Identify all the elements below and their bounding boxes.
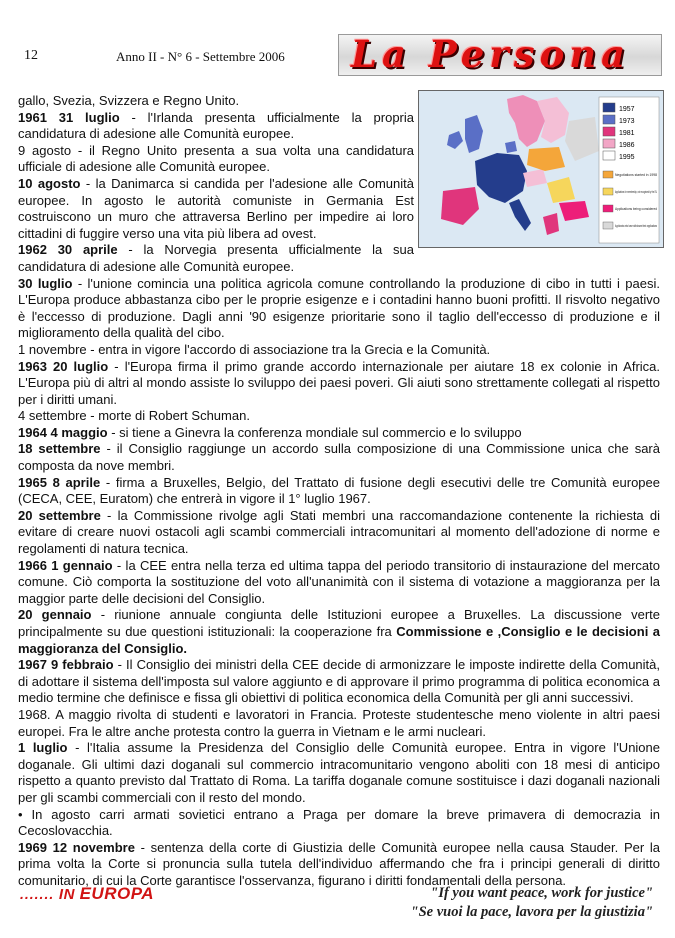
event-text: - la Norvegia presenta ufficialmente la sua candidatura di adesione alle Comunità europee. (18, 242, 415, 274)
event-text: - l'Irlanda presenta ufficialmente la propria candidatura di adesione alle Comunità europee. (18, 109, 414, 142)
legend-year: 1981 (619, 130, 635, 137)
chronology-paragraph (18, 508, 660, 558)
chronology-paragraph (18, 425, 660, 442)
legend-year: 1995 (619, 154, 635, 161)
event-text: 4 settembre - morte di Robert Schuman. (18, 408, 250, 424)
legend-note: Applicants who have withdrawn their applications (615, 224, 658, 228)
event-text: - la Commissione rivolge agli Stati membri una raccomandazione contenente la richiesta di evitare di creare nuovi ostacoli agli scambi commerciali intracomunitari al momento dell'adozione di norme e regolamenti di natura tecnica. (18, 507, 660, 557)
event-text: - il Consiglio raggiunge un accordo sulla composizione di una Commissione unica che sarà composta da nove membri. (18, 441, 660, 474)
event-date: Commissione e ,Consiglio e le decisioni a maggioranza del Consiglio. (18, 624, 660, 656)
chronology-paragraph (18, 408, 660, 425)
chronology-paragraph (18, 657, 660, 707)
chronology-paragraph (18, 276, 660, 342)
event-date: 1964 4 maggio (18, 424, 108, 440)
event-date: 1966 1 gennaio (18, 557, 113, 573)
chronology-paragraph (18, 93, 414, 110)
article-body (18, 93, 660, 890)
masthead (338, 34, 662, 76)
legend-year: 1973 (619, 118, 635, 125)
event-text: - firma a Bruxelles, Belgio, del Trattato di fusione degli esecutivi delle tre Comunità europee (CECA, CEE, Euratom) che entrerà in vigore il 1° luglio 1967. (18, 474, 660, 507)
event-date: 18 settembre (18, 441, 101, 457)
event-date: 1962 30 aprile (18, 242, 118, 258)
legend-year: 1957 (619, 106, 635, 113)
chronology-paragraph (18, 359, 660, 409)
event-text: - Il Consiglio dei ministri della CEE decide di armonizzare le imposte indirette della Comunità, di adottare il sistema dell'imposta sul valore aggiunto e di approvare il primo programma di politica economica a medio termine che definisce e fissa gli obiettivi di politica economica della Comunità per gli anni successivi. (18, 657, 661, 706)
chronology-paragraph (18, 110, 414, 143)
event-text: - l'unione comincia una politica agricola comune controllando la produzione di cibo in tutti i paesi. L'Europa produce abbastanza cibo per le proprie esigenze e i contadini hanno buoni profitti. Il risvolto negativo è l'eccesso di produzione. Dagli anni '90 esigenze prioritarie sono il taglio dell'eccesso di produzione e il miglioramento della qualità del cibo. (18, 275, 660, 341)
event-text: - l'Italia assume la Presidenza del Consiglio delle Comunità europee. Entra in vigore l'Unione doganale. Gli ultimi dazi doganali sul commercio intracomunitario vengono aboliti con 18 mesi di anticipo rispetto a quanto previsto dal Trattato di Roma. La tariffa doganale comune sostituisce i dazi doganali nazionali per gli scambi commerciali con il resto del mondo. (18, 740, 661, 805)
section-dots: ....... (20, 886, 55, 902)
chronology-paragraph (18, 475, 660, 508)
event-date: 1965 8 aprile (18, 474, 101, 490)
event-text: - riunione annuale congiunta delle Istituzioni europee a Bruxelles. La discussione verte principalmente su due questioni istituzionali: la cooperazione fra (18, 607, 660, 639)
legend-note: Applications for membership, not recognised by the EU (615, 190, 658, 194)
event-date: 1963 20 luglio (18, 358, 109, 374)
event-date: 10 agosto (18, 175, 81, 191)
section-in: IN (58, 886, 75, 903)
chronology-paragraph (18, 242, 414, 275)
event-text: - sentenza della corte di Giustizia delle Comunità europee nella causa Stauder. Per la prima volta la Corte si pronuncia sulla tutela dell'individuo affermando che fra i principi generali di diritto comunitario, di cui la Corte garantisce l'osservanza, figurano i diritti fondamentali della persona. (18, 839, 661, 888)
section-europa: EUROPA (79, 884, 155, 903)
chronology-paragraph (18, 807, 660, 840)
quote-english: "If you want peace, work for justice" (430, 885, 653, 901)
event-text: - la CEE entra nella terza ed ultima tappa del periodo transitorio di instaurazione del mercato comune. Ciò comporta la sostituzione del voto all'unanimità con il sistema di votazione a maggioranza per la maggior parte delle decisioni del Consiglio. (18, 557, 660, 606)
chronology-paragraph (18, 740, 660, 806)
chronology-paragraph (18, 840, 660, 890)
event-date: 1969 12 novembre (18, 839, 135, 855)
section-label (20, 884, 154, 904)
legend-note: Negotiations started in 1998 (615, 173, 658, 177)
event-text: - l'Europa firma il primo grande accordo internazionale per aiutare 18 ex colonie in Africa. L'Europa più di altri al mondo assiste lo sviluppo dei paesi poveri. Gli aiuti sono strettamente collegati al rispetto per i diritti umani. (18, 358, 661, 407)
chronology-paragraph (18, 143, 414, 176)
event-date: 1961 31 luglio (18, 109, 120, 125)
legend-year: 1986 (619, 142, 635, 149)
event-text: 1 novembre - entra in vigore l'accordo di associazione tra la Grecia e la Comunità. (18, 341, 491, 357)
event-text: • In agosto carri armati sovietici entrano a Praga per domare la breve primavera di democrazia in Cecoslovacchia. (18, 806, 660, 839)
chronology-paragraph (18, 176, 414, 242)
event-text: 9 agosto - il Regno Unito presenta a sua volta una candidatura ufficiale di adesione alle Comunità europee. (18, 142, 414, 175)
event-text: gallo, Svezia, Svizzera e Regno Unito. (18, 93, 240, 108)
legend-note: Applications being considered (615, 207, 658, 211)
chronology-paragraph (18, 441, 660, 474)
footer-quote (411, 884, 653, 922)
event-date: 30 luglio (18, 275, 73, 291)
event-date: 20 gennaio (18, 607, 92, 623)
event-date: 1967 9 febbraio (18, 657, 114, 673)
issue-info: Anno II - N° 6 - Settembre 2006 (116, 49, 285, 64)
chronology-paragraph (18, 558, 660, 608)
event-date: 1 luglio (18, 740, 68, 756)
chronology-paragraph (18, 607, 660, 657)
event-text: - si tiene a Ginevra la conferenza mondiale sul commercio e lo sviluppo (107, 424, 522, 440)
quote-italian: "Se vuoi la pace, lavora per la giustizia" (410, 904, 653, 920)
event-text: 1968. A maggio rivolta di studenti e lavoratori in Francia. Proteste studentesche meno violente in altri paesi europei. Fra le altre anche protesta contro la guerra in Vietnam e le armi nucleari. (18, 706, 660, 739)
event-text: - la Danimarca si candida per l'adesione alle Comunità europee. In agosto le autorità comuniste in Germania Est costruiscono un muro che attraversa Berlino per impedire ai loro cittadini di fuggire verso una vita più libera ad ovest. (18, 175, 414, 241)
chronology-paragraph (18, 707, 660, 740)
page-number: 12 (24, 48, 38, 63)
chronology-paragraph (18, 342, 660, 359)
event-date: 20 settembre (18, 507, 101, 523)
masthead-title: La Persona (351, 34, 631, 76)
page-header (0, 0, 675, 80)
